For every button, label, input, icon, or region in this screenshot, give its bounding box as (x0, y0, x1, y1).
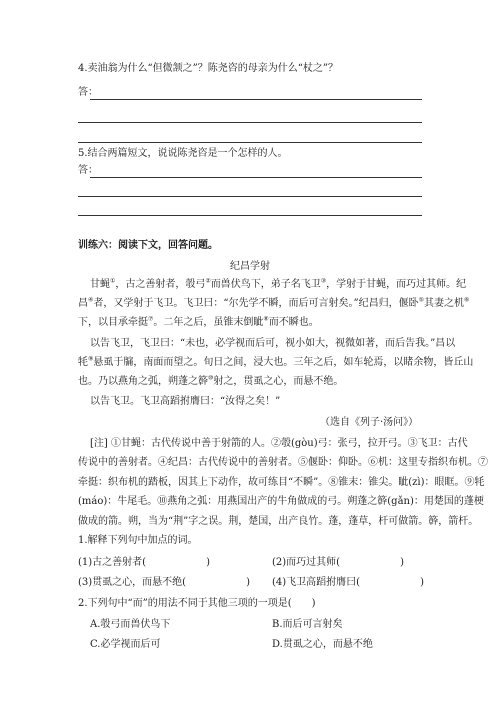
question-2: 2.下列句中“而”的用法不同于其他三项的一项是( ) (78, 598, 316, 609)
passage-line: 牦⑨悬虱于牖，南面而望之。旬日之间，浸大也。三年之后，如车轮焉，以睹余物，皆丘山 (78, 355, 474, 368)
training-heading: 训练六：阅读下文，回答问题。 (78, 240, 218, 251)
q2-option-a[interactable]: A.彀弓而兽伏鸟下 (90, 619, 171, 630)
answer-label-5: 答： (78, 165, 98, 176)
answer-line[interactable] (90, 99, 422, 100)
answer-line[interactable] (78, 142, 422, 143)
question-4: 4.卖油翁为什么“但微颔之”？陈尧咨的母亲为什么“杖之”？ (78, 63, 338, 74)
passage-line: 以告飞卫。飞卫高蹈拊膺曰：“汝得之矣！” (90, 396, 281, 407)
q2-option-c[interactable]: C.必学视而后可 (90, 639, 161, 650)
passage-line: 昌④者，又学射于飞卫。飞卫曰：“尔先学不瞬，而后可言射矣。”纪昌归，偃卧⑤其妻之机⑥ (78, 296, 470, 309)
answer-line[interactable] (78, 215, 422, 216)
notes-line: (máo)：牛尾毛。⑩燕角之弧：用燕国出产的牛角做成的弓。朔蓬之簳(gǎn)：用楚国的蓬梗 (78, 496, 484, 507)
notes-line: 传说中的善射者。④纪昌：古代传说中的善射者。⑤偃卧：仰卧。⑥机：这里专指织布机。⑦ (78, 457, 488, 468)
q1-item[interactable]: (1)古之善射者( ) (78, 557, 210, 568)
passage-line: 下，以目承牵挺⑦。二年之后，虽锥末倒眦⑧而不瞬也。 (78, 315, 319, 328)
passage-title: 纪昌学射 (230, 261, 270, 272)
notes-line: 做成的箭。朔，当为“荆”字之误。荆，楚国，出产良竹。蓬，蓬草，杆可做箭。簳，箭杆。 (78, 516, 479, 527)
notes-line: [注] ①甘蝇：古代传说中善于射箭的人。②彀(gòu)弓：张弓，拉开弓。③飞卫：古代 (90, 438, 468, 449)
answer-line[interactable] (78, 122, 422, 123)
passage-source: （选自《列子·汤问》） (320, 417, 419, 428)
answer-label-4: 答： (78, 87, 98, 98)
q2-option-b[interactable]: B.而后可言射矣 (272, 619, 343, 630)
question-5: 5.结合两篇短文，说说陈尧咨是一个怎样的人。 (78, 148, 288, 159)
notes-line: 牵挺：织布机的踏板，因其上下动作，故可练目“不瞬”。⑧锥末：锥尖。眦(zì)：眼眶。⑨牦 (78, 477, 485, 488)
question-1: 1.解释下列句中加点的词。 (78, 535, 198, 546)
q1-item[interactable]: (4)飞卫高蹈拊膺曰( ) (272, 577, 424, 588)
answer-line[interactable] (90, 177, 422, 178)
passage-line: 也。乃以燕角之弧，朔蓬之簳⑩射之，贯虱之心，而悬不绝。 (78, 374, 344, 387)
passage-line: 甘蝇①，古之善射者，彀弓②而兽伏鸟下，弟子名飞卫③，学射于甘蝇，而巧过其师。纪 (90, 277, 467, 290)
q1-item[interactable]: (3)贯虱之心，而悬不绝( ) (78, 577, 250, 588)
passage-line: 以告飞卫，飞卫曰：“未也，必学视而后可，视小如大，视微如著，而后告我。”昌以 (90, 338, 456, 349)
q1-item[interactable]: (2)而巧过其师( ) (272, 557, 404, 568)
answer-line[interactable] (78, 196, 422, 197)
q2-option-d[interactable]: D.贯虱之心，而悬不绝 (272, 639, 373, 650)
